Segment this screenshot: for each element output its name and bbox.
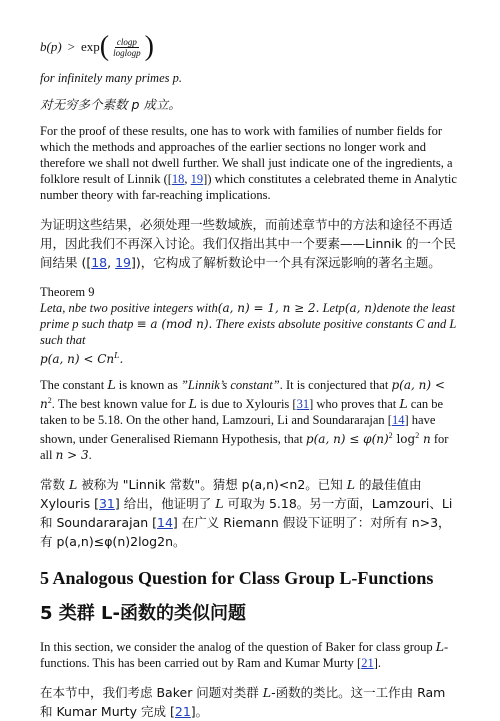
formula-relation: > [67, 39, 76, 54]
formula-exp: exp [81, 39, 100, 54]
citation-link-18[interactable]: 18 [171, 172, 185, 186]
citation-link-18-zh[interactable]: 18 [91, 255, 108, 270]
fraction-denominator: loglogp [113, 47, 141, 58]
linnik-paragraph-zh: 常数 L 被称为 "Linnik 常数"。猜想 p(a,n)<n2。已知 L 的最佳值由 Xylouris [31] 给出，他证明了 L 可取为 5.18。另一方面，Lamzouri、Li 和 Soundararajan [14] 在广义 Riemann 假设下证明了：对所有 n>3，有 p(a,n)≤φ(n)2log2n。 [40, 477, 453, 550]
section-heading-zh: 5 类群 L-函数的类似问题 [40, 603, 246, 625]
theorem-block [40, 284, 460, 367]
theorem-statement: Leta, nbe two positive integers with(a, n) = 1, n ≥ 2. Letp(a, n)denote the least prime p such thatp ≡ a (mod n). There exists absolute positive constants C and L such that [40, 301, 457, 347]
citation-link-31[interactable]: 31 [296, 397, 310, 412]
section5-paragraph-zh: 在本节中，我们考虑 Baker 问题对类群 L-函数的类比。这一工作由 Ram 和 Kumar Murty 完成 [21]。 [40, 685, 446, 720]
citation-link-21[interactable]: 21 [361, 656, 374, 671]
citation-link-19-zh[interactable]: 19 [115, 255, 131, 270]
display-formula [40, 30, 460, 64]
proof-paragraph-en: For the proof of these results, one has to work with families of number fields for which the methods and approaches of the earlier sections no longer work and therefore we shall not dwell further. We shall just indicate one of the ingredients, a folklore result of Linnik ([18, 19]) which constitutes a celebrated theme in Analytic number theory with far-reaching implications. [40, 124, 457, 202]
formula-fraction [111, 37, 143, 58]
theorem-label: Theorem 9 [40, 285, 95, 299]
citation-link-14-zh[interactable]: 14 [157, 515, 173, 531]
right-paren: ) [144, 31, 154, 62]
infinitely-en: for infinitely many primes p. [40, 71, 182, 85]
formula-lhs: b(p) [40, 39, 62, 54]
fraction-numerator: clogp [116, 36, 137, 47]
citation-link-14[interactable]: 14 [391, 413, 405, 428]
left-paren: ( [99, 31, 110, 62]
section-heading-en: 5 Analogous Question for Class Group L-Functions [40, 568, 434, 589]
citation-link-31-zh[interactable]: 31 [98, 496, 115, 512]
citation-link-19[interactable]: 19 [190, 172, 204, 186]
theorem-conclusion: p(a, $n) < Cn^L$. [40, 351, 124, 366]
section5-paragraph-en: In this section, we consider the analog of the question of Baker for class group L-functions. This has been carried out by Ram and Kumar Murty [21]. [40, 639, 449, 671]
citation-link-21-zh[interactable]: 21 [174, 704, 191, 720]
infinitely-zh: 对无穷多个素数 p 成立。 [40, 97, 181, 112]
proof-paragraph-zh: 为证明这些结果，必须处理一些数域族，而前述章节中的方法和途径不再适用，因此我们不再深入讨论。我们仅指出其中一个要素——Linnik 的一个民间结果 ([18, 19])，它构成了解析数论中一个具有深远影响的著名主题。 [40, 217, 456, 270]
linnik-paragraph-en: The constant L is known as ”Linnik’s constant”. It is conjectured that p(a, $n) < n^2$. The best known value for L is due to Xylouris [31] who proves that L can be taken to be 5.18. On the other hand, Lamzouri, Li and Soundararajan [14] have shown, under Generalised Riemann Hypothesis, that p(a, $n) \le \varphi(n)^2$ $\log^2 n$ for all n > 3. [40, 377, 449, 463]
